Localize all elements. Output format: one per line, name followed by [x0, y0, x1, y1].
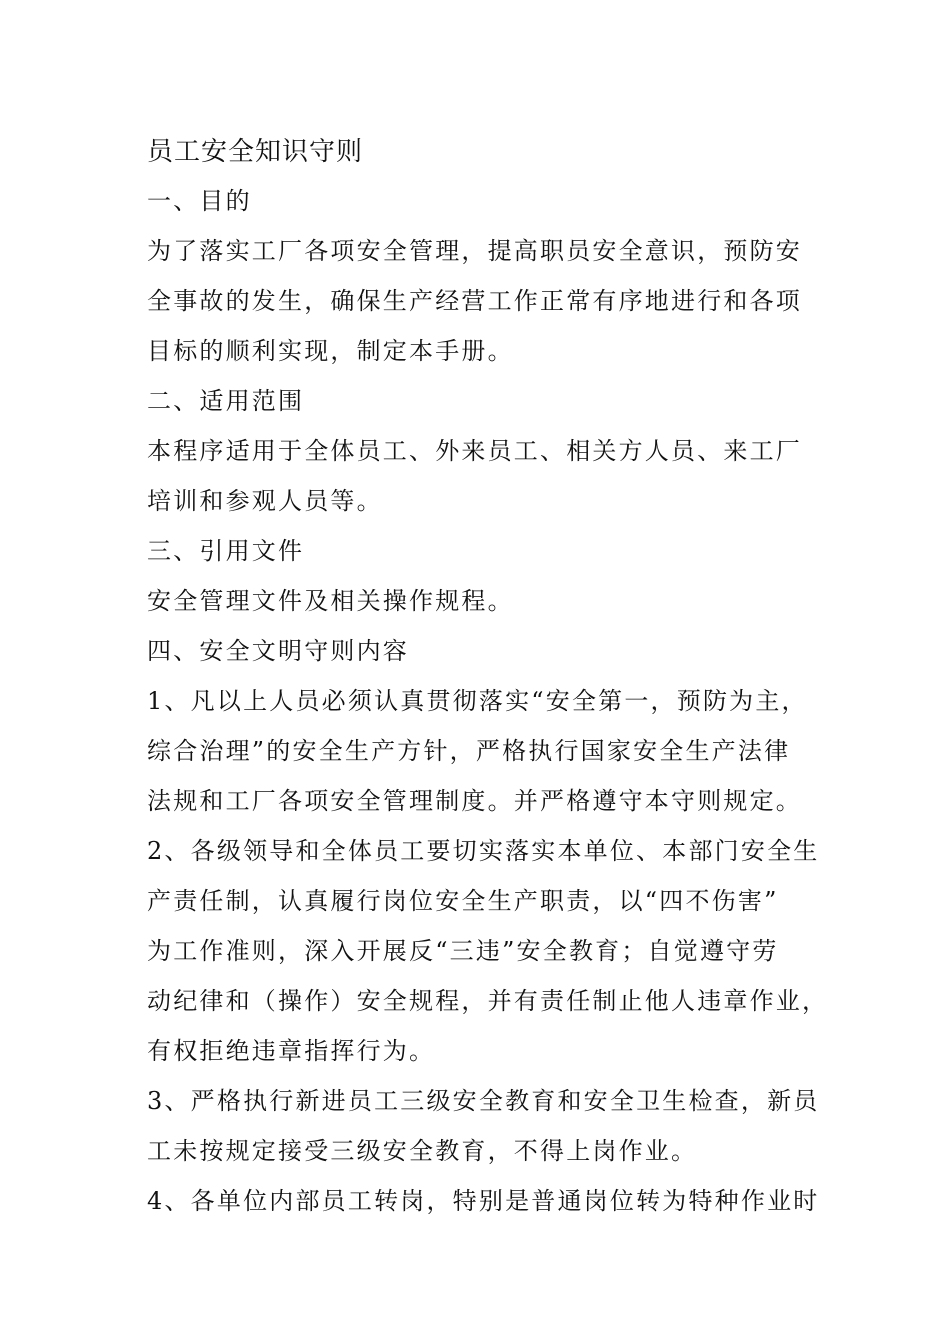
section-heading: 四、安全文明守则内容 — [147, 637, 409, 665]
section-scope — [147, 376, 802, 526]
paragraph-line: 为了落实工厂各项安全管理，提高职员安全意识，预防安 — [147, 237, 802, 265]
section-heading: 二、适用范围 — [147, 387, 305, 415]
rule-item — [147, 826, 829, 1076]
section-rules — [147, 626, 829, 1226]
paragraph-line: 全事故的发生，确保生产经营工作正常有序地进行和各项 — [147, 287, 802, 315]
paragraph-line: 4、各单位内部员工转岗，特别是普通岗位转为特种作业时 — [147, 1187, 820, 1215]
paragraph-line: 产责任制，认真履行岗位安全生产职责，以“四不伤害” — [147, 887, 779, 915]
rule-item — [147, 1076, 820, 1176]
paragraph-line: 工未按规定接受三级安全教育，不得上岗作业。 — [147, 1137, 698, 1165]
paragraph-line: 1、凡以上人员必须认真贯彻落实“安全第一，预防为主， — [147, 687, 808, 715]
paragraph-line: 2、各级领导和全体员工要切实落实本单位、本部门安全生 — [147, 837, 820, 865]
paragraph-line: 培训和参观人员等。 — [147, 487, 383, 515]
paragraph-line: 目标的顺利实现，制定本手册。 — [147, 337, 514, 365]
rule-item — [147, 1176, 820, 1226]
paragraph-line: 法规和工厂各项安全管理制度。并严格遵守本守则规定。 — [147, 787, 802, 815]
paragraph-line: 本程序适用于全体员工、外来员工、相关方人员、来工厂 — [147, 437, 802, 465]
paragraph-line: 为工作准则，深入开展反“三违”安全教育；自觉遵守劳 — [147, 937, 779, 965]
section-heading: 一、目的 — [147, 187, 252, 215]
section-paragraph — [147, 226, 802, 376]
section-heading: 三、引用文件 — [147, 537, 305, 565]
paragraph-line: 安全管理文件及相关操作规程。 — [147, 587, 514, 615]
section-paragraph — [147, 426, 802, 526]
paragraph-line: 有权拒绝违章指挥行为。 — [147, 1037, 436, 1065]
rule-item — [147, 676, 808, 826]
paragraph-line: 动纪律和（操作）安全规程，并有责任制止他人违章作业， — [147, 987, 829, 1015]
section-paragraph — [147, 576, 797, 626]
paragraph-line: 综合治理”的安全生产方针，严格执行国家安全生产法律 — [147, 737, 791, 765]
paragraph-line: 3、严格执行新进员工三级安全教育和安全卫生检查，新员 — [147, 1087, 820, 1115]
section-references — [147, 526, 797, 626]
document-body — [147, 128, 829, 1226]
document-title: 员工安全知识守则 — [147, 137, 364, 167]
section-purpose — [147, 176, 802, 376]
